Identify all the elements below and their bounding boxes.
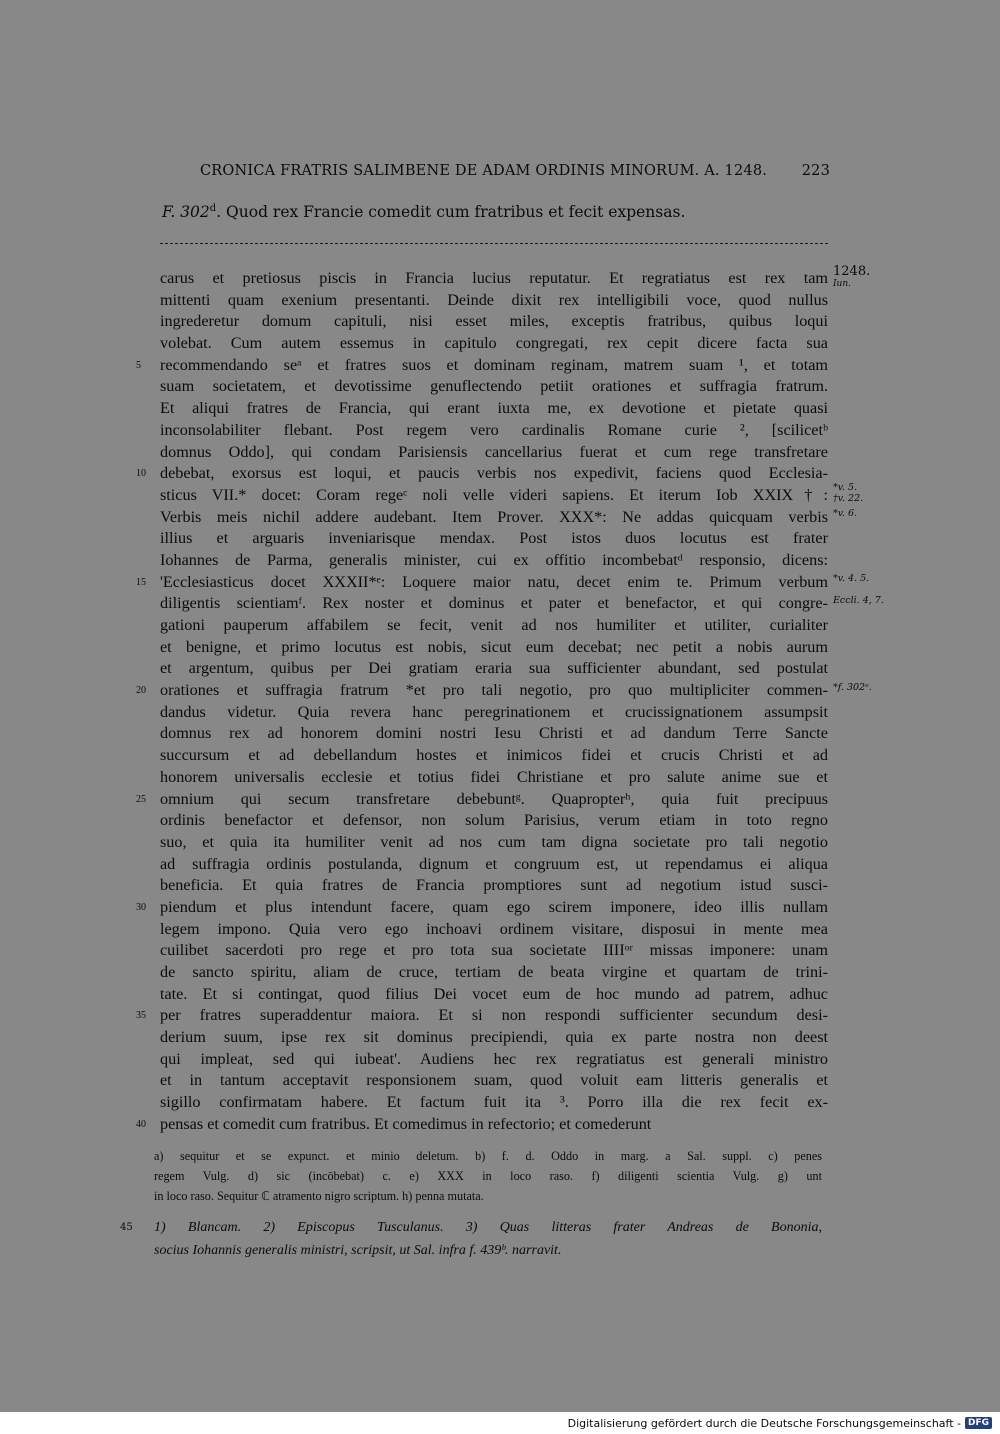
text-line	[160, 919, 828, 941]
text-line-content: Et aliqui fratres de Francia, qui erant iuxta me, ex devotione et pietate quasi	[160, 399, 828, 418]
text-line	[160, 658, 828, 680]
text-line	[136, 897, 828, 919]
text-line-content: honorem universalis ecclesie et totius fidei Christiane et pro salute anime sue et	[160, 767, 828, 786]
text-line	[136, 572, 828, 594]
text-line-content: pensas et comedit cum fratribus. Et comedimus in refectorio; et comederunt	[160, 1114, 652, 1133]
margin-note: *v. 5. †v. 22.	[833, 482, 864, 504]
text-line-content: orationes et suffragia fratrum *et pro tali negotio, pro quo multipliciter commen-	[160, 681, 828, 700]
text-line	[160, 550, 828, 572]
text-line	[160, 767, 828, 789]
text-line	[160, 485, 828, 507]
text-line	[160, 507, 828, 529]
text-line	[160, 723, 828, 745]
footnote-line: 1) Blancam. 2) Episcopus Tusculanus. 3) Quas litteras frater Andreas de Bononia,	[154, 1220, 822, 1235]
text-line	[136, 789, 828, 811]
text-line-content: de sancto spiritu, aliam de cruce, tertiam de beata virgine et quartam de trini-	[160, 963, 828, 981]
text-line-content: tate. Et si contingat, quod filius Dei vocet eum de hoc mundo ad patrem, adhuc	[160, 984, 828, 1003]
text-line	[136, 355, 828, 377]
text-line-content: debebat, exorsus est loqui, et paucis verbis nos expedivit, faciens quod Ecclesia-	[160, 464, 828, 483]
text-line-content: suam societatem, et devotissime genuflectendo petiit orationes et suffragia fratrum.	[160, 377, 828, 396]
text-line-content: beneficia. Et quia fratres de Francia promptiores sunt ad negotium istud susci-	[160, 876, 828, 895]
apparatus-line: a) sequitur et se expunct. et minio deletum. b) f. d. Oddo in marg. a Sal. suppl. c) penes	[154, 1149, 822, 1163]
text-line-content: domnus rex ad honorem domini nostri Iesu Christi et ad dandum Terre Sancte	[160, 724, 828, 743]
text-line-content: cuilibet sacerdoti pro rege et pro tota sua societate IIIIᵒʳ missas imponere: unam	[160, 941, 828, 960]
text-line-content: sticus VII.* docet: Coram regeᶜ noli velle videri sapiens. Et iterum Iob XXIX†:	[160, 485, 828, 504]
text-line	[160, 420, 828, 442]
line-number: 15	[136, 576, 146, 588]
text-line-content: diligentis scientiamᶠ. Rex noster et dominus et pater et benefactor, et qui congre-	[160, 594, 828, 613]
text-line-content: illius et arguaris inveniarisque mendax. Post istos duos locutus est frater	[160, 529, 828, 548]
text-line-content: omnium qui secum transfretare debebuntᵍ. Quapropterʰ, quia fuit precipuus	[160, 789, 828, 808]
running-head-title: CRONICA FRATRIS SALIMBENE DE ADAM ORDINIS MINORUM. A. 1248.	[200, 163, 768, 179]
text-line	[160, 984, 828, 1006]
text-line	[160, 442, 828, 464]
text-line-content: sigillo confirmatam habere. Et factum fuit ita ³. Porro illa die rex fecit ex-	[160, 1093, 828, 1112]
text-line	[136, 1005, 828, 1027]
margin-month: Iun.	[833, 279, 852, 289]
margin-note: Eccli. 4, 7.	[833, 595, 884, 606]
text-line	[160, 398, 828, 420]
text-line-content: 'Ecclesiasticus docet XXXII*ᵉ: Loquere maior natu, decet enim te. Primum verbum	[160, 572, 828, 591]
text-line-content: recommendando seᵃ et fratres suos et dominam reginam, matrem suam ¹, et totam	[160, 355, 828, 374]
text-line	[160, 1027, 828, 1049]
text-line	[160, 637, 828, 659]
footnote-line: socius Iohannis generalis ministri, scripsit, ut Sal. infra f. 439ᵇ. narravit.	[154, 1243, 562, 1258]
line-number: 30	[136, 901, 146, 913]
folio-sup: d	[209, 203, 217, 214]
text-line	[136, 1114, 828, 1136]
margin-note: *f. 302ᵉ.	[833, 682, 872, 693]
running-head	[200, 163, 830, 179]
heading-rule	[160, 243, 828, 244]
page-number: 223	[801, 163, 830, 179]
text-line-content: Verbis meis nichil addere audebant. Item Prover. XXX*: Ne addas quicquam verbis	[160, 507, 828, 526]
text-line	[160, 940, 828, 962]
section-heading	[162, 203, 685, 221]
text-line-content: ingrederetur domum capituli, nisi esset miles, exceptis fratribus, quibus loqui	[160, 312, 828, 331]
text-line-content: ordinis benefactor et defensor, non solum Parisius, verum etiam in toto regno	[160, 811, 828, 830]
text-line	[160, 593, 828, 615]
line-number: 35	[136, 1010, 146, 1022]
text-line-content: Iohannes de Parma, generalis minister, cui ex offitio incombebatᵈ responsio, dicens:	[160, 550, 828, 569]
text-line-content: legem impono. Quia vero ego inchoavi ordinem visitare, disposui in mente mea	[160, 919, 828, 938]
text-line-content: et argentum, quibus per Dei gratiam eraria sua sufficienter abundant, sed postulat	[160, 659, 828, 678]
text-line-content: mittenti quam exenium presentanti. Deinde dixit rex intelligibili voce, quod nullus	[160, 290, 828, 309]
text-line-content: piendum et plus intendunt facere, quam ego scirem imponere, ideo illis nullam	[160, 897, 828, 916]
text-line	[136, 680, 828, 702]
text-line	[160, 333, 828, 355]
text-line-content: et benigne, et primo locutus est nobis, sicut eum decebat; nec petit a nobis aurum	[160, 637, 828, 656]
text-line	[160, 832, 828, 854]
text-line-content: suo, et quia ita humiliter venit ad nos cum tam digna societate pro tali negotio	[160, 832, 828, 851]
text-line-content: et in tantum acceptavit responsionem suam, quod voluit eam litteris generalis et	[160, 1071, 828, 1090]
text-line	[160, 615, 828, 637]
section-heading-text: . Quod rex Francie comedit cum fratribus et fecit expensas.	[216, 203, 686, 222]
notes-line-number: 45	[120, 1222, 133, 1233]
margin-note: *v. 6.	[833, 508, 858, 519]
apparatus-line: in loco raso. Sequitur ℂ atramento nigro scriptum. h) penna mutata.	[154, 1189, 484, 1203]
text-line-content: domnus Oddo], qui condam Parisiensis cancellarius fuerat et cum rege transfretare	[160, 442, 828, 461]
margin-year	[833, 266, 870, 290]
text-line	[160, 1070, 828, 1092]
footer-text: Digitalisierung gefördert durch die Deutsche Forschungsgemeinschaft -	[567, 1416, 961, 1430]
text-line-content: dandus videtur. Quia revera hanc peregrinationem et crucissignationem assumpsit	[160, 702, 828, 721]
text-line	[160, 268, 828, 290]
dfg-logo: DFG	[965, 1417, 992, 1429]
line-number: 5	[136, 359, 141, 371]
text-line	[160, 854, 828, 876]
text-line-content: per fratres superaddentur maiora. Et si non respondi sufficienter secundum desi-	[160, 1006, 828, 1025]
line-number: 25	[136, 793, 146, 805]
body-text	[136, 268, 828, 1136]
text-line-content: inconsolabiliter flebant. Post regem vero cardinalis Romane curie ², [scilicetᵇ	[160, 420, 828, 439]
text-line	[160, 962, 828, 984]
folio-ref: F. 302	[162, 203, 210, 222]
text-line-content: volebat. Cum autem essemus in capitulo congregati, rex cepit dicere facta sua	[160, 334, 828, 353]
text-line	[160, 311, 828, 333]
text-line	[160, 745, 828, 767]
line-number: 40	[136, 1118, 146, 1130]
text-line	[160, 1092, 828, 1114]
line-number: 10	[136, 468, 146, 480]
text-line-content: carus et pretiosus piscis in Francia lucius reputatur. Et regratiatus est rex tam	[160, 269, 828, 287]
footer-bar	[0, 1412, 1000, 1434]
text-line	[160, 1049, 828, 1071]
text-line-content: qui impleat, sed qui iubeat'. Audiens hec rex regratiatus est generali ministro	[160, 1049, 828, 1068]
apparatus-line: regem Vulg. d) sic (incōbebat) c. e) XXX in loco raso. f) diligenti scientia Vulg. g) unt	[154, 1169, 822, 1183]
text-line	[160, 528, 828, 550]
margin-note: *v. 4. 5.	[833, 573, 870, 584]
text-line	[160, 376, 828, 398]
text-line-content: derium suum, ipse rex sit dominus precipiendi, quia ex parte nostra non deest	[160, 1028, 828, 1047]
text-line	[160, 702, 828, 724]
margin-year-value: 1248.	[833, 264, 871, 279]
critical-apparatus	[154, 1146, 822, 1206]
text-line	[136, 463, 828, 485]
text-line-content: ad suffragia ordinis postulanda, dignum et congruum est, ut rependamus ei aliqua	[160, 854, 828, 873]
text-line	[160, 875, 828, 897]
footnotes	[154, 1216, 822, 1262]
line-number: 20	[136, 685, 146, 697]
text-line	[160, 290, 828, 312]
text-line-content: succursum et ad debellandum hostes et inimicos fidei et crucis Christi et ad	[160, 746, 828, 765]
text-line	[160, 810, 828, 832]
text-line-content: gationi pauperum affabilem se fecit, venit ad nos humiliter et utiliter, curialiter	[160, 616, 828, 634]
